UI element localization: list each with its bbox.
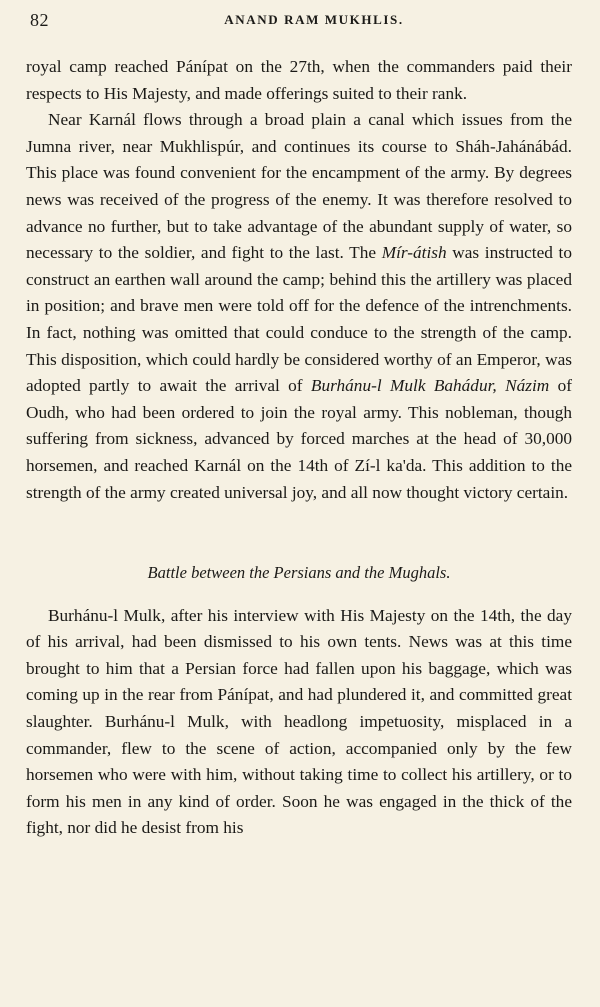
paragraph-karnal xyxy=(26,107,572,506)
running-head xyxy=(26,8,572,34)
name-burhanu-l-mulk: Burhánu-l Mulk Bahádur, Názim xyxy=(310,376,550,396)
running-title: ANAND RAM MUKHLIS. xyxy=(224,12,404,27)
paragraph-battle: Burhánu-l Mulk, after his interview with His Majesty on the 14th, the day of his arrival, had been dismissed to his own tents. News was at this time brought to him that a Persian force had fallen upon his baggage, which was coming up in the rear from Pánípat, and had plundered it, and committed great slaughter. Burhánu-l Mulk, with headlong impetuosity, misplaced in a commander, flew to the scene of action, accompanied only by the few horsemen who were with him, without taking time to collect his artillery, or to form his men in any kind of order. Soon he was engaged in the thick of the fight, nor did he desist from his xyxy=(26,605,572,838)
paragraph-karnal-part3: of Oudh, who had been ordered to join the royal army. This nobleman, though suffering from sickness, advanced by forced marches at the head of 30,000 horsemen, and reached Karnál on the 14th of Zí-l ka'da. This addition to the strength of the army created universal joy, and all now thought victory certain. xyxy=(26,376,572,502)
page-number: 82 xyxy=(30,10,49,30)
paragraph-karnal-part1: Near Karnál flows through a broad plain a canal which issues from the Jumna river, near Mukhlispúr, and continues its course to Sháh-Jahánábád. This place was found convenient for the encampment of the army. By degrees news was received of the progress of the enemy. It was therefore resolved to advance no further, but to take advantage of the abundant supply of water, so necessary to the soldier, and fight to the last. The xyxy=(26,110,572,263)
body-text xyxy=(26,54,572,842)
paragraph-continuation: royal camp reached Pánípat on the 27th, when the commanders paid their respects to His Majesty, and made offerings suited to their rank. xyxy=(26,57,572,103)
paragraph-karnal-part2: was instructed to construct an earthen wall around the camp; behind this the artillery was placed in position; and brave men were told off for the defence of the intrenchments. In fact, nothing was omitted that could conduce to the strength of the camp. This disposition, which could hardly be considered worthy of an Emperor, was adopted partly to await the arrival of xyxy=(26,243,572,396)
term-mir-atish: Mír-átish xyxy=(381,243,447,263)
section-heading: Battle between the Persians and the Mughals. xyxy=(147,563,451,583)
